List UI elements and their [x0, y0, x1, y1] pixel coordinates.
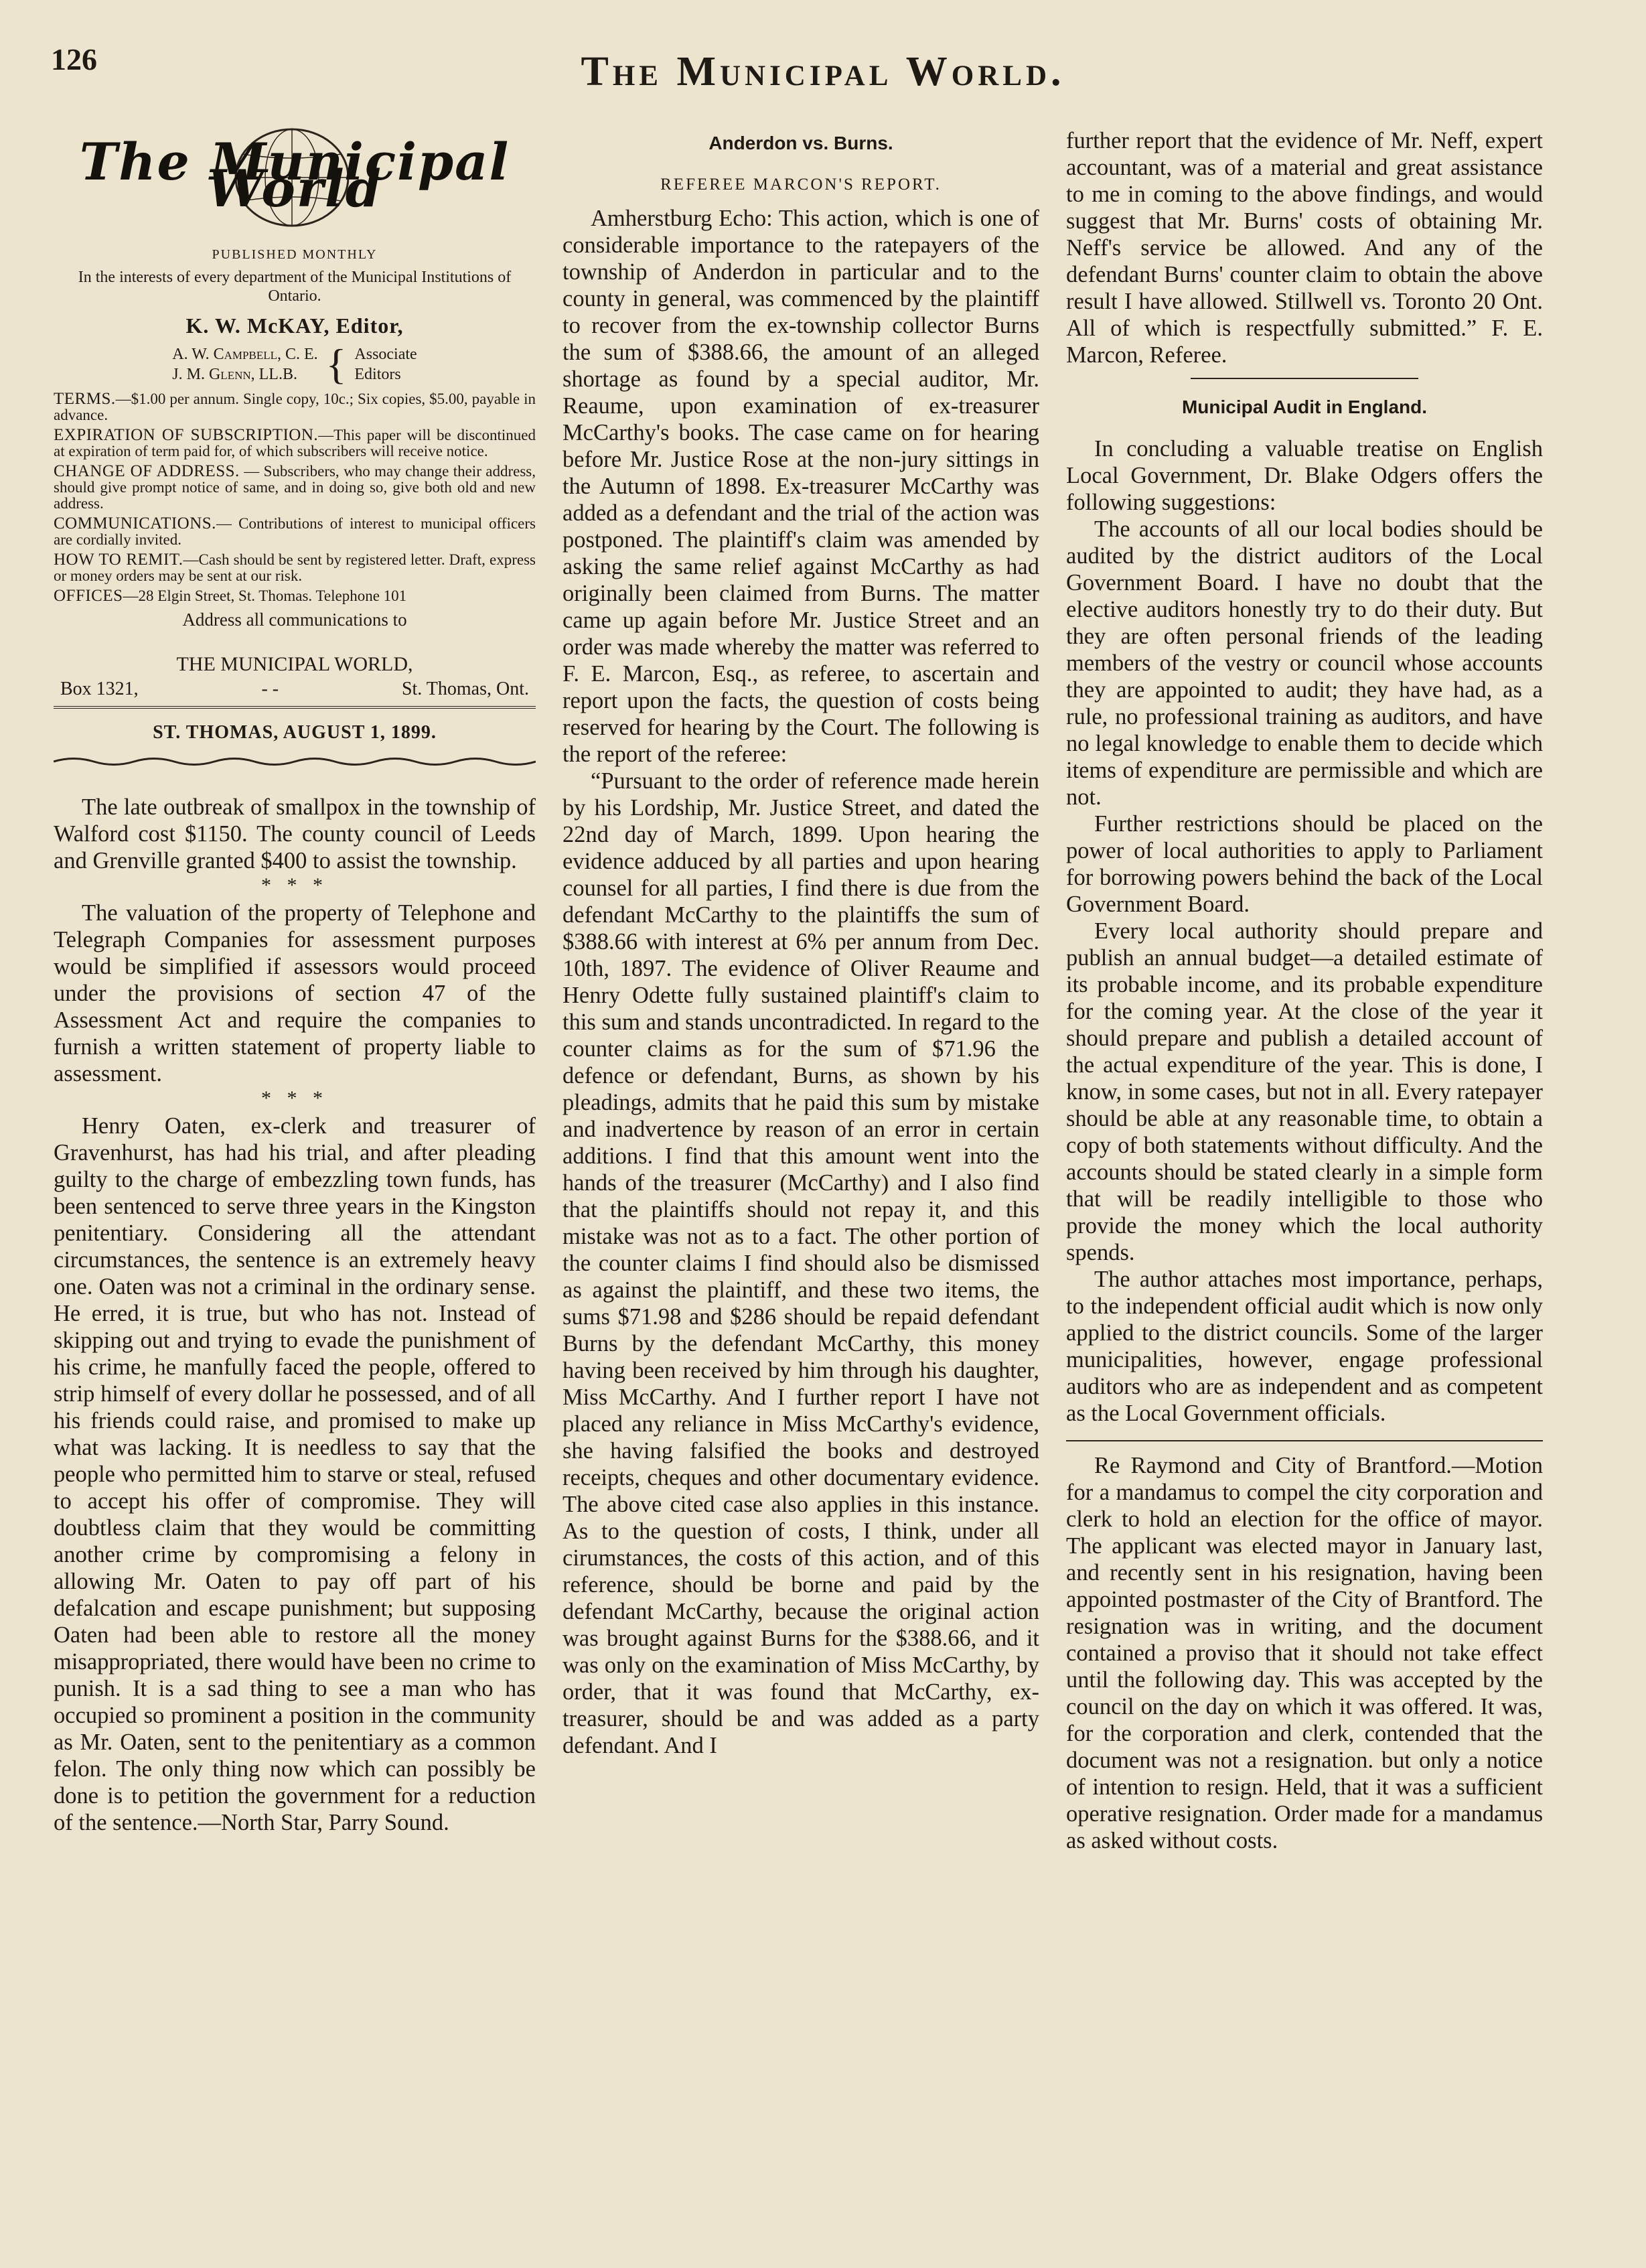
publication-name: THE MUNICIPAL WORLD, [176, 653, 413, 675]
notice-how-to-remit: HOW TO REMIT.—Cash should be sent by registered letter. Draft, express or money orders may be sent at our risk. [54, 551, 536, 584]
editor-line: K. W. McKAY, Editor, [185, 313, 404, 338]
article-paragraph: In concluding a valuable treatise on English Local Government, Dr. Blake Odgers offers the following suggestions: [1066, 436, 1543, 515]
article-paragraph: Amherstburg Echo: This action, which is one of considerable importance to the ratepayers of the township of Anderdon in particular and to the county in general, was commenced by the plaintiff to recover from the ex-township collector Burns the sum of $388.66, the amount of an alleged shortage as found by a special auditor, Mr. Reaume, upon examination of ex-treasurer McCarthy's books. The case came on for hearing before Mr. Justice Rose at the non-jury sittings in the Autumn of 1898. Ex-treasurer McCarthy was added as a defendant and the trial of the action was postponed. The plaintiff's claim was amended by asking the same relief against McCarthy as had originally been claimed from Burns. The matter came up again before Mr. Justice Street and an order was made whereby the matter was referred to F. E. Marcon, Esq., as referee, to ascertain and report upon the facts, the question of costs being reserved for hearing by the Court. The following is the report of the referee: [563, 206, 1039, 767]
published-monthly: PUBLISHED MONTHLY [212, 247, 378, 262]
article-paragraph: “Pursuant to the order of reference made herein by his Lordship, Mr. Justice Street, and dated the 22nd day of March, 1899. Upon hearing the evidence adduced by all parties and upon hearing counsel for all parties, I find there is due from the defendant McCarthy to the plaintiffs the sum of $388.66 with interest at 6% per annum from Dec. 10th, 1897. The evidence of Oliver Reaume and Henry Odette fully sustained plaintiff's claim to this sum and stands uncontradicted. In regard to the counter claims as for the sum of $71.96 the defence or defendant, Burns, as shown by his pleadings, admits that he paid this sum by mistake and inadvertence by reason of an error in certain additions. I find that this amount went into the hands of the treasurer (McCarthy) and I also find that the plaintiffs should not repay it, and this mistake was not as to a fact. The other portion of the counter claims I find should also be dismissed as against the plaintiff, and these two items, the sums $71.98 and $286 should be repaid defendant Burns by the defendant McCarthy, this money having been received by him through his daughter, Miss McCarthy. And I further report I have not placed any reliance in Miss McCarthy's evidence, she having falsified the books and destroyed receipts, cheques and other documentary evidence. The above cited case also applies in this instance. As to the question of costs, I think, under all cirumstances, the costs of this action, and of this reference, should be borne and paid by the defendant McCarthy, because the original action was brought against Burns for the $388.66, and it was only on the examination of Miss McCarthy, by order, that it was found that McCarthy, ex-treasurer, should be and was added as a party defendant. And I [563, 768, 1039, 1758]
article-heading: Anderdon vs. Burns. [708, 133, 893, 153]
associate-role: Editors [354, 366, 401, 383]
rule [54, 706, 536, 709]
notice-change-of-address: CHANGE OF ADDRESS. — Subscribers, who may change their address, should give prompt notice of same, and in doing so, give both old and new address. [54, 462, 536, 512]
article-heading: Municipal Audit in England. [1181, 397, 1428, 417]
dateline: ST. THOMAS, AUGUST 1, 1899. [153, 722, 437, 743]
brace-glyph: { [325, 340, 347, 388]
address-dashes: - - [261, 679, 279, 699]
associate-editors [54, 340, 536, 388]
notice-expiration: EXPIRATION OF SUBSCRIPTION.—This paper will be discontinued at expiration of term paid for, of which subscribers will receive notice. [54, 426, 536, 459]
article-continuation: further report that the evidence of Mr. Neff, expert accountant, was of a material and great assistance to me in coming to the above findings, and would suggest that Mr. Burns' costs of obtaining Mr. Neff's service be allowed. And any of the defendant Burns' counter claim to obtain the above result I have allowed. Stillwell vs. Toronto 20 Ont. All of which is respectfully submitted.” F. E. Marcon, Referee. [1066, 128, 1543, 368]
article-subheading: REFEREE MARCON'S REPORT. [660, 175, 942, 194]
wavy-rule [54, 756, 536, 768]
running-head: The Municipal World. [581, 49, 1065, 94]
section-stars: * * * [261, 1087, 328, 1109]
column-1 [54, 127, 536, 2241]
column-2 [563, 127, 1039, 2241]
masthead [54, 127, 536, 228]
interests-line: In the interests of every department of the Municipal Institutions of Ontario. [78, 269, 512, 305]
notice-offices: OFFICES—28 Elgin Street, St. Thomas. Telephone 101 [54, 587, 407, 605]
column-3 [1066, 127, 1543, 2241]
rule [1191, 378, 1418, 379]
article-paragraph: The accounts of all our local bodies should be audited by the district auditors of the Local Government Board. I have no doubt that the elective auditors honestly try to do their duty. But they are often personal friends of the leading members of the vestry or council whose accounts they are appointed to audit; they have had, as a rule, no professional training as auditors, and have no legal knowledge to enable them to decide which items of expenditure are permissible and which are not. [1066, 516, 1543, 810]
article-smallpox: The late outbreak of smallpox in the township of Walford cost $1150. The county council of Leeds and Grenville granted $400 to assist the township. [54, 794, 536, 873]
associate-role: Associate [354, 346, 417, 363]
address-instruction: Address all communications to [182, 610, 407, 630]
article-paragraph: The author attaches most importance, perhaps, to the independent official audit which is now only applied to the district councils. Some of the larger municipalities, however, engage professional auditors who are as independent and as competent as the Local Government officials. [1066, 1267, 1543, 1426]
masthead-logo: The Municipal World [79, 132, 510, 218]
article-paragraph: Further restrictions should be placed on the power of local authorities to apply to Parliament for borrowing powers behind the back of the Local Government Board. [1066, 811, 1543, 917]
article-henry-oaten: Henry Oaten, ex-clerk and treasurer of Gravenhurst, has had his trial, and after pleading guilty to the charge of embezzling town funds, has been sentenced to serve three years in the Kingston penitentiary. Considering all the attendant circumstances, the sentence is an extremely heavy one. Oaten was not a criminal in the ordinary sense. He erred, it is true, but who has not. Instead of skipping out and trying to evade the punishment of his crime, he manfully faced the people, offered to strip himself of every dollar he possessed, and of all his friends could raise, and promised to make up what was lacking. It is needless to say that the people who permitted him to starve or steal, refused to accept his offer of compromise. They will doubtless claim that they would be committing another crime by compromising a felony in allowing Mr. Oaten to pay off part of his defalcation and escape punishment; but supposing Oaten had been able to restore all the money misappropriated, there would have been no crime to punish. It is a sad thing to see a man who has occupied so prominent a position in the community as Mr. Oaten, sent to the penitentiary as a common felon. The only thing now which can possibly be done is to petition the government for a reduction of the sentence.—North Star, Parry Sound. [54, 1113, 536, 1835]
notice-communications: COMMUNICATIONS.— Contributions of interest to municipal officers are cordially invited. [54, 514, 536, 548]
postal-address [54, 678, 536, 701]
city: St. Thomas, Ont. [401, 679, 529, 699]
associate-editor-name: A. W. Campbell, C. E. [172, 346, 318, 363]
box-number: Box 1321, [60, 679, 139, 699]
article-paragraph: Every local authority should prepare and publish an annual budget—a detailed estimate of its probable income, and its probable expenditure for the coming year. At the close of the year it should prepare and publish a detailed account of the actual expenditure of the year. This is done, I know, in some cases, but not in all. Every ratepayer should be able at any reasonable time, to obtain a copy of both statements without difficulty. And the accounts should be stated clearly in a simple form that will be readily intelligible to those who provide the money which the local authority spends. [1066, 918, 1543, 1265]
notice-terms: TERMS.—$1.00 per annum. Single copy, 10c.; Six copies, $5.00, payable in advance. [54, 390, 536, 423]
page-number: 126 [51, 42, 97, 76]
article-telephone-valuation: The valuation of the property of Telephone and Telegraph Companies for assessment purposes would be simplified if assessors would proceed under the provisions of section 47 of the Assessment Act and require the companies to furnish a written statement of property liable to assessment. [54, 900, 536, 1086]
associate-editor-name: J. M. Glenn, LL.B. [172, 366, 297, 383]
section-stars: * * * [261, 874, 328, 896]
rule [1066, 1440, 1543, 1441]
article-raymond-brantford: Re Raymond and City of Brantford.—Motion for a mandamus to compel the city corporation and clerk to hold an election for the office of mayor. The applicant was elected mayor in January last, and recently sent in his resignation, having been appointed postmaster of the City of Brantford. The resignation was in writing, and the document contained a proviso that it should not take effect until the following day. This was accepted by the council on the day on which it was offered. It was, for the corporation and clerk, contended that the document was not a resignation. but only a notice of intention to resign. Held, that it was a sufficient operative resignation. Order made for a mandamus as asked without costs. [1066, 1453, 1543, 1853]
